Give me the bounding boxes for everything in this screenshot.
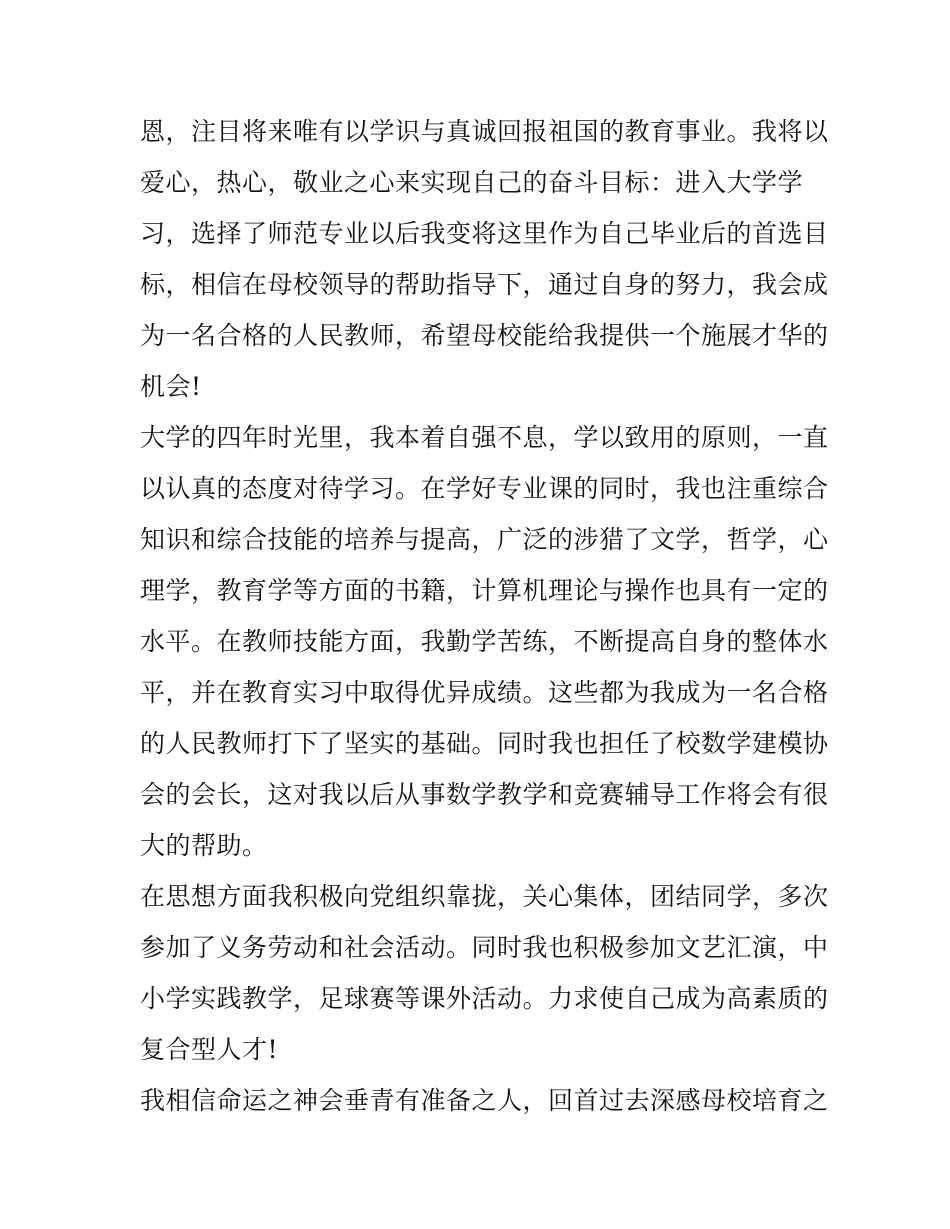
text-line: 会的会长，这对我以后从事数学教学和竞赛辅导工作将会有很 — [140, 780, 829, 809]
text-line: 平，并在教育实习中取得优异成绩。这些都为我成为一名合格 — [140, 678, 829, 707]
text-line: 的人民教师打下了坚实的基础。同时我也担任了校数学建模协 — [140, 729, 829, 758]
text-line: 在思想方面我积极向党组织靠拢，关心集体，团结同学，多次 — [140, 882, 829, 911]
text-line: 习，选择了师范专业以后我变将这里作为自己毕业后的首选目 — [140, 219, 829, 248]
text-line: 参加了义务劳动和社会活动。同时我也积极参加文艺汇演，中 — [140, 933, 829, 962]
text-line: 为一名合格的人民教师，希望母校能给我提供一个施展才华的 — [140, 321, 829, 350]
text-line: 以认真的态度对待学习。在学好专业课的同时，我也注重综合 — [140, 474, 829, 503]
text-line: 机会! — [140, 372, 202, 401]
text-line: 水平。在教师技能方面，我勤学苦练，不断提高自身的整体水 — [140, 627, 829, 656]
text-line: 爱心，热心，敬业之心来实现自己的奋斗目标：进入大学学 — [140, 168, 804, 197]
text-line: 理学，教育学等方面的书籍，计算机理论与操作也具有一定的 — [140, 576, 829, 605]
text-line: 复合型人才! — [140, 1035, 279, 1064]
text-line: 我相信命运之神会垂青有准备之人，回首过去深感母校培育之 — [140, 1086, 829, 1115]
document-body — [140, 106, 829, 1126]
text-line: 恩，注目将来唯有以学识与真诚回报祖国的教育事业。我将以 — [140, 117, 829, 146]
text-line: 小学实践教学，足球赛等课外活动。力求使自己成为高素质的 — [140, 984, 829, 1013]
text-line: 知识和综合技能的培养与提高，广泛的涉猎了文学，哲学，心 — [140, 525, 829, 554]
text-line: 大的帮助。 — [140, 831, 268, 860]
text-line: 大学的四年时光里，我本着自强不息，学以致用的原则，一直 — [140, 423, 829, 452]
text-line: 标，相信在母校领导的帮助指导下，通过自身的努力，我会成 — [140, 270, 829, 299]
